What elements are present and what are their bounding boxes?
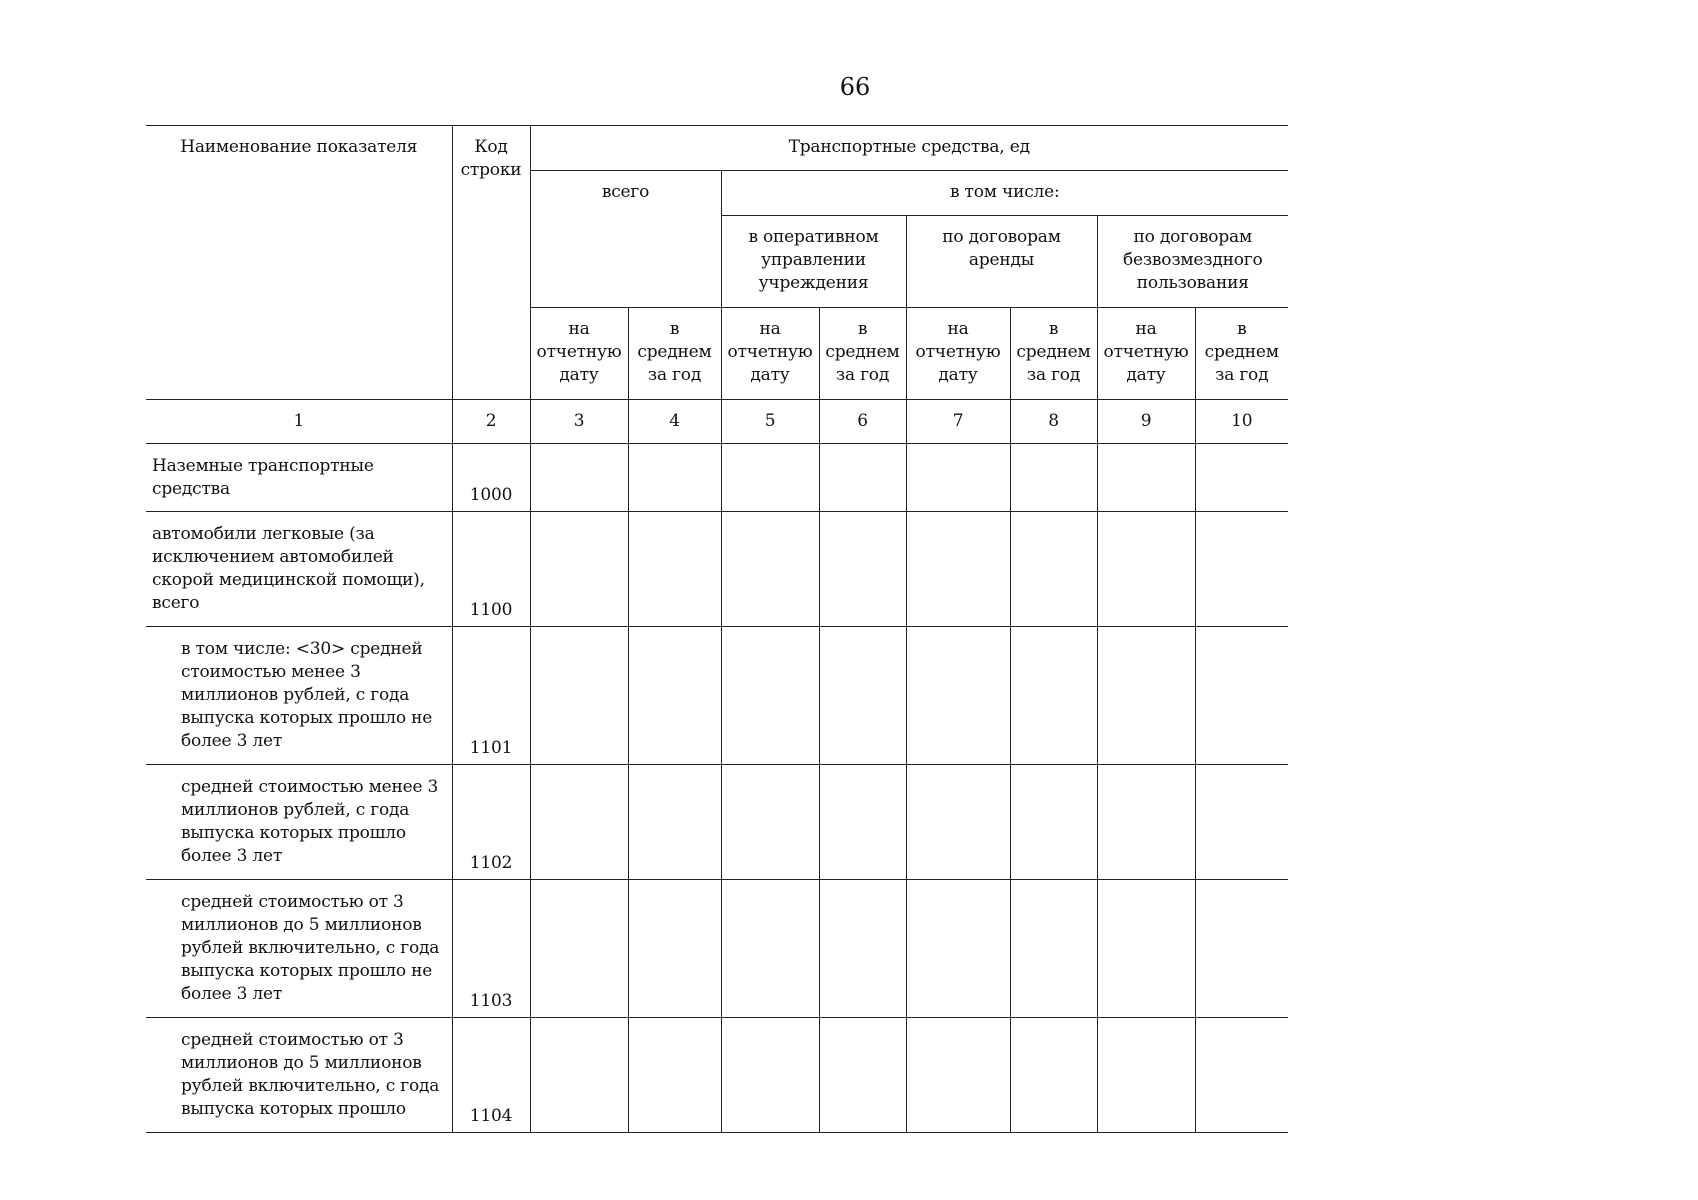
column-number: 4 xyxy=(628,400,721,444)
value-cell xyxy=(1097,444,1195,512)
header-operational-management: в оперативном управлении учреждения xyxy=(721,216,906,308)
indicator-name: средней стоимостью менее 3 миллионов рублей, с года выпуска которых прошло более 3 лет xyxy=(146,765,452,880)
indicator-name: в том числе: <30> средней стоимостью менее 3 миллионов рублей, с года выпуска которых прошло не более 3 лет xyxy=(146,627,452,765)
value-cell xyxy=(906,512,1010,627)
indicator-name: средней стоимостью от 3 миллионов до 5 миллионов рублей включительно, с года выпуска которых прошло не более 3 лет xyxy=(146,880,452,1018)
value-cell xyxy=(530,627,628,765)
table-row xyxy=(146,1018,1288,1133)
value-cell xyxy=(628,444,721,512)
table-row xyxy=(146,765,1288,880)
value-cell xyxy=(819,444,906,512)
value-cell xyxy=(530,880,628,1018)
header-operational-avg-year: в среднем за год xyxy=(819,308,906,400)
column-number: 8 xyxy=(1010,400,1097,444)
value-cell xyxy=(721,444,819,512)
column-number: 2 xyxy=(452,400,530,444)
line-code: 1102 xyxy=(452,765,530,880)
value-cell xyxy=(721,512,819,627)
header-line-code: Код строки xyxy=(452,126,530,400)
value-cell xyxy=(819,880,906,1018)
value-cell xyxy=(628,627,721,765)
transport-form-table xyxy=(146,125,1288,1133)
value-cell xyxy=(530,765,628,880)
column-number: 1 xyxy=(146,400,452,444)
value-cell xyxy=(819,1018,906,1133)
value-cell xyxy=(819,765,906,880)
column-number: 10 xyxy=(1195,400,1288,444)
header-transport-group: Транспортные средства, ед xyxy=(530,126,1288,171)
value-cell xyxy=(721,1018,819,1133)
value-cell xyxy=(1010,1018,1097,1133)
column-number: 9 xyxy=(1097,400,1195,444)
line-code: 1100 xyxy=(452,512,530,627)
header-indicator-name: Наименование показателя xyxy=(146,126,452,400)
value-cell xyxy=(1010,880,1097,1018)
value-cell xyxy=(1195,880,1288,1018)
column-numbers-row xyxy=(146,400,1288,444)
value-cell xyxy=(1195,512,1288,627)
indicator-name: средней стоимостью от 3 миллионов до 5 миллионов рублей включительно, с года выпуска которых прошло xyxy=(146,1018,452,1133)
value-cell xyxy=(906,627,1010,765)
value-cell xyxy=(1097,1018,1195,1133)
value-cell xyxy=(819,627,906,765)
value-cell xyxy=(1010,512,1097,627)
value-cell xyxy=(721,765,819,880)
value-cell xyxy=(1195,765,1288,880)
value-cell xyxy=(1195,444,1288,512)
value-cell xyxy=(1097,765,1195,880)
value-cell xyxy=(628,765,721,880)
column-number: 7 xyxy=(906,400,1010,444)
column-number: 6 xyxy=(819,400,906,444)
value-cell xyxy=(906,765,1010,880)
value-cell xyxy=(628,1018,721,1133)
header-free-use-agreements: по договорам безвозмездного пользования xyxy=(1097,216,1288,308)
value-cell xyxy=(1195,1018,1288,1133)
header-total-on-date: на отчетную дату xyxy=(530,308,628,400)
line-code: 1104 xyxy=(452,1018,530,1133)
table-row xyxy=(146,444,1288,512)
table-row xyxy=(146,627,1288,765)
value-cell xyxy=(1010,444,1097,512)
header-lease-agreements: по договорам аренды xyxy=(906,216,1097,308)
header-free-use-avg-year: в среднем за год xyxy=(1195,308,1288,400)
value-cell xyxy=(530,512,628,627)
header-operational-on-date: на отчетную дату xyxy=(721,308,819,400)
header-total: всего xyxy=(530,171,721,308)
line-code: 1101 xyxy=(452,627,530,765)
value-cell xyxy=(530,1018,628,1133)
header-lease-avg-year: в среднем за год xyxy=(1010,308,1097,400)
value-cell xyxy=(906,1018,1010,1133)
value-cell xyxy=(721,627,819,765)
value-cell xyxy=(819,512,906,627)
value-cell xyxy=(1097,627,1195,765)
value-cell xyxy=(1097,512,1195,627)
value-cell xyxy=(628,880,721,1018)
indicator-name: Наземные транспортные средства xyxy=(146,444,452,512)
value-cell xyxy=(906,444,1010,512)
header-lease-on-date: на отчетную дату xyxy=(906,308,1010,400)
table-row xyxy=(146,512,1288,627)
header-total-avg-year: в среднем за год xyxy=(628,308,721,400)
value-cell xyxy=(906,880,1010,1018)
value-cell xyxy=(721,880,819,1018)
header-free-use-on-date: на отчетную дату xyxy=(1097,308,1195,400)
page-number: 66 xyxy=(839,73,871,101)
column-number: 5 xyxy=(721,400,819,444)
header-including: в том числе: xyxy=(721,171,1288,216)
indicator-name: автомобили легковые (за исключением автомобилей скорой медицинской помощи), всего xyxy=(146,512,452,627)
value-cell xyxy=(628,512,721,627)
value-cell xyxy=(1195,627,1288,765)
line-code: 1103 xyxy=(452,880,530,1018)
column-number: 3 xyxy=(530,400,628,444)
value-cell xyxy=(1097,880,1195,1018)
value-cell xyxy=(1010,765,1097,880)
value-cell xyxy=(1010,627,1097,765)
table-row xyxy=(146,880,1288,1018)
value-cell xyxy=(530,444,628,512)
line-code: 1000 xyxy=(452,444,530,512)
